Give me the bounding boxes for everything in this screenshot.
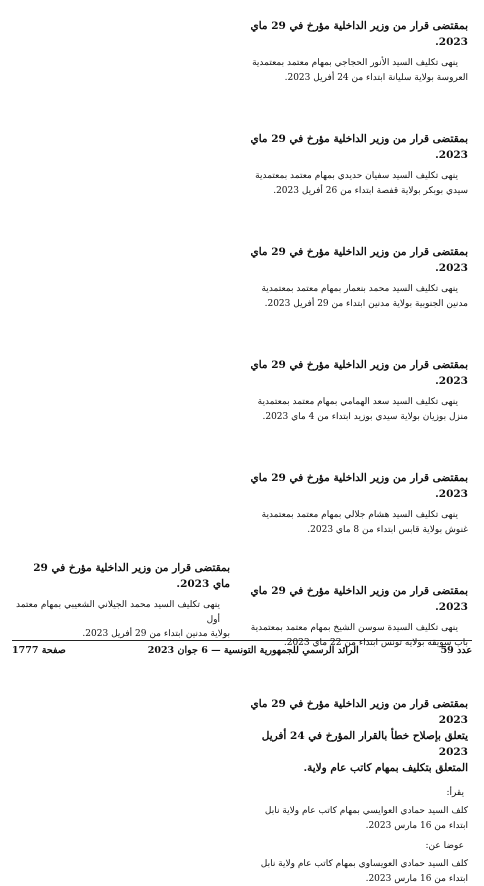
left-column	[16, 560, 230, 642]
decree-body	[246, 508, 468, 537]
decree-line: ينهى تكليف السيد سعد الهمامي بمهام معتمد بمعتمدية	[246, 395, 468, 410]
decree-title: بمقتضى قرار من وزير الداخلية مؤرخ في 29 ماي 2023.	[246, 470, 468, 502]
left-decree	[16, 560, 230, 642]
decree-line: سيدي بوبكر بولاية قفصة ابتداء من 26 أفريل 2023.	[246, 184, 468, 199]
right-column	[246, 18, 468, 886]
decree-body	[246, 56, 468, 85]
read-line: كلف السيد حمادي العوايسي بمهام كاتب عام ولاية نابل	[246, 804, 468, 819]
decree-title: بمقتضى قرار من وزير الداخلية مؤرخ في 29 ماي 2023.	[246, 18, 468, 50]
decree-line: ينهى تكليف السيد الأنور الحجاجي بمهام معتمد بمعتمدية	[246, 56, 468, 71]
decree-line: ينهى تكليف السيد محمد الجيلاني الشعيبي بمهام معتمد أول	[16, 598, 230, 627]
decree-4	[246, 357, 468, 424]
decree-title: بمقتضى قرار من وزير الداخلية مؤرخ في 29 ماي 2023.	[16, 560, 230, 592]
decree-title: بمقتضى قرار من وزير الداخلية مؤرخ في 29 ماي 2023.	[246, 131, 468, 163]
decree-body	[246, 282, 468, 311]
decree-2	[246, 131, 468, 198]
decree-1	[246, 18, 468, 85]
read-body	[246, 804, 468, 833]
decree-title: بمقتضى قرار من وزير الداخلية مؤرخ في 29 ماي 2023.	[246, 357, 468, 389]
journal-name: الرائد الرسمي للجمهورية التونسية — 6 جوان 2023	[148, 645, 359, 656]
decree-title: بمقتضى قرار من وزير الداخلية مؤرخ في 29 ماي 2023.	[246, 583, 468, 615]
decree-line: بولاية مدنين ابتداء من 29 أفريل 2023.	[16, 627, 230, 642]
instead-line: كلف السيد حمادي العويساوي بمهام كاتب عام ولاية نابل	[246, 857, 468, 872]
amendment-title-line: يتعلق بإصلاح خطأ بالقرار المؤرخ في 24 أفريل 2023	[246, 728, 468, 760]
decree-title: بمقتضى قرار من وزير الداخلية مؤرخ في 29 ماي 2023.	[246, 244, 468, 276]
amendment-decree	[246, 696, 468, 886]
read-line: ابتداء من 16 مارس 2023.	[246, 819, 468, 834]
decree-line: ينهى تكليف السيد سفيان حديدي بمهام معتمد بمعتمدية	[246, 169, 468, 184]
decree-body	[246, 395, 468, 424]
page-footer	[12, 640, 472, 656]
decree-body	[246, 169, 468, 198]
decree-line: باب سويقة بولاية تونس ابتداء من 22 ماي 2023.	[246, 636, 468, 651]
decree-3	[246, 244, 468, 311]
decree-line: منزل بوزيان بولاية سيدي بوزيد ابتداء من 4 ماي 2023.	[246, 410, 468, 425]
instead-body	[246, 857, 468, 886]
instead-line: ابتداء من 16 مارس 2023.	[246, 872, 468, 886]
decree-line: العروسة بولاية سليانة ابتداء من 24 أفريل 2023.	[246, 71, 468, 86]
decree-line: مدنين الجنوبية بولاية مدنين ابتداء من 29 أفريل 2023.	[246, 297, 468, 312]
instead-label: عوضا عن:	[246, 839, 464, 853]
read-label: يقرأ:	[246, 786, 464, 800]
decree-body	[16, 598, 230, 642]
issue-number: عدد 59	[441, 645, 472, 656]
page-number: صفحة 1777	[12, 645, 66, 656]
decree-line: غنوش بولاية قابس ابتداء من 8 ماي 2023.	[246, 523, 468, 538]
decree-5	[246, 470, 468, 537]
decree-line: ينهى تكليف السيد محمد بنعمار بمهام معتمد بمعتمدية	[246, 282, 468, 297]
amendment-title-line: بمقتضى قرار من وزير الداخلية مؤرخ في 29 ماي 2023	[246, 696, 468, 728]
amendment-title-line: المتعلق بتكليف بمهام كاتب عام ولاية.	[246, 760, 468, 776]
decree-line: ينهى تكليف السيد هشام جلالي بمهام معتمد بمعتمدية	[246, 508, 468, 523]
decree-line: ينهى تكليف السيدة سوسن الشيخ بمهام معتمد بمعتمدية	[246, 621, 468, 636]
